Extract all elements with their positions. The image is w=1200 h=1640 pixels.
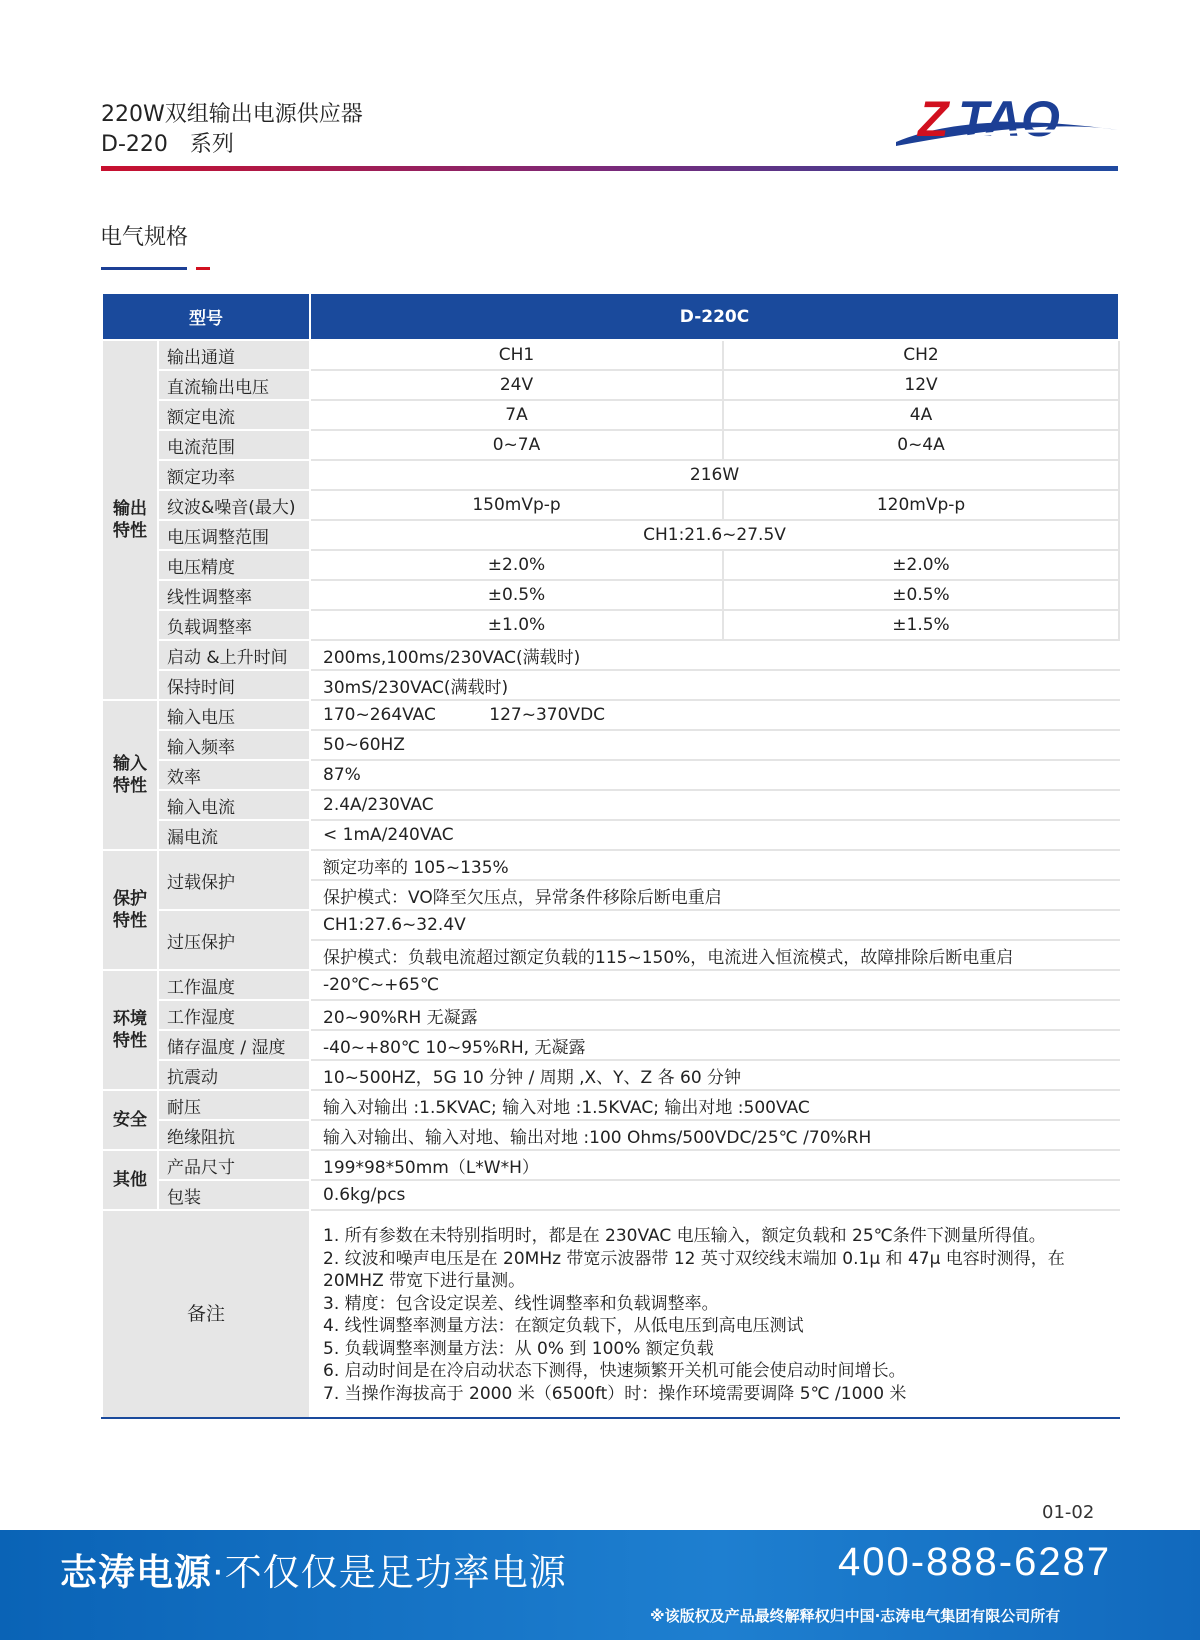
- table-row: [102, 670, 1119, 700]
- model-number: D-220: [101, 132, 168, 157]
- table-row: [102, 340, 1119, 370]
- table-row: [102, 640, 1119, 670]
- param-name: 负载调整率: [158, 610, 310, 640]
- table-row: [102, 910, 1119, 940]
- page-number: 01-02: [1042, 1502, 1095, 1523]
- param-name: 效率: [158, 760, 310, 790]
- param-value: 10~500HZ，5G 10 分钟 / 周期 ,X、Y、Z 各 60 分钟: [310, 1060, 1119, 1090]
- param-value: 150mVp-p: [310, 490, 723, 520]
- footer-banner: [0, 1530, 1200, 1640]
- input-voltage-dc: 127~370VDC: [489, 705, 606, 725]
- param-value: CH1:21.6~27.5V: [310, 520, 1119, 550]
- table-row: [102, 490, 1119, 520]
- note-line: 5. 负载调整率测量方法：从 0% 到 100% 额定负载: [323, 1338, 714, 1359]
- param-name: 电流范围: [158, 430, 310, 460]
- table-row: [102, 1120, 1119, 1150]
- table-row: [102, 1000, 1119, 1030]
- ztao-logo: [892, 90, 1122, 156]
- param-name: 启动 &上升时间: [158, 640, 310, 670]
- table-header-row: [102, 293, 1119, 340]
- param-value: 0.6kg/pcs: [310, 1180, 1119, 1210]
- param-value: 120mVp-p: [723, 490, 1119, 520]
- param-value: ±2.0%: [310, 550, 723, 580]
- param-name: 储存温度 / 湿度: [158, 1030, 310, 1060]
- table-row: [102, 700, 1119, 730]
- notes-content: [310, 1210, 1119, 1418]
- param-value: 0~4A: [723, 430, 1119, 460]
- param-name: 线性调整率: [158, 580, 310, 610]
- param-name: 过载保护: [158, 850, 310, 910]
- copyright-notice: ※该版权及产品最终解释权归中国·志涛电气集团有限公司所有: [650, 1607, 1061, 1625]
- param-value: 199*98*50mm（L*W*H）: [310, 1150, 1119, 1180]
- param-value: 20~90%RH 无凝露: [310, 1000, 1119, 1030]
- note-line: 3. 精度：包含设定误差、线性调整率和负载调整率。: [323, 1293, 719, 1314]
- table-row: [102, 400, 1119, 430]
- notes-label: 备注: [102, 1210, 310, 1418]
- param-name: 电压调整范围: [158, 520, 310, 550]
- document-title: 220W双组输出电源供应器: [101, 102, 363, 127]
- note-line: 1. 所有参数在未特别指明时，都是在 230VAC 电压输入，额定负载和 25℃条件下测量所得值。: [323, 1226, 1046, 1246]
- param-value: CH2: [723, 340, 1119, 370]
- param-name: 工作湿度: [158, 1000, 310, 1030]
- table-row: [102, 760, 1119, 790]
- param-value: ±1.0%: [310, 610, 723, 640]
- group-input: 输入 特性: [102, 700, 158, 850]
- param-name: 产品尺寸: [158, 1150, 310, 1180]
- param-name: 直流输出电压: [158, 370, 310, 400]
- table-row: [102, 460, 1119, 490]
- param-value: ±0.5%: [310, 580, 723, 610]
- param-value: 额定功率的 105~135%: [310, 850, 1119, 880]
- param-name: 输入电流: [158, 790, 310, 820]
- param-name: 输入频率: [158, 730, 310, 760]
- table-row: [102, 970, 1119, 1000]
- param-value: CH1:27.6~32.4V: [310, 910, 1119, 940]
- param-value: [310, 700, 1119, 730]
- note-line: 6. 启动时间是在冷启动状态下测得，快速频繁开关机可能会使启动时间增长。: [323, 1361, 906, 1381]
- param-name: 绝缘阻抗: [158, 1120, 310, 1150]
- param-name: 纹波&噪音(最大): [158, 490, 310, 520]
- table-row: [102, 790, 1119, 820]
- svg-text:TAO: TAO: [958, 91, 1060, 147]
- param-value: 输入对输出、输入对地、输出对地 :100 Ohms/500VDC/25℃ /70%RH: [310, 1120, 1119, 1150]
- svg-text:Z: Z: [918, 91, 949, 147]
- table-row: [102, 1060, 1119, 1090]
- param-value: 12V: [723, 370, 1119, 400]
- param-name: 漏电流: [158, 820, 310, 850]
- table-row: [102, 370, 1119, 400]
- table-row: [102, 1030, 1119, 1060]
- table-row: [102, 820, 1119, 850]
- notes-row: [102, 1210, 1119, 1418]
- group-safety: 安全: [102, 1090, 158, 1150]
- table-row: [102, 1150, 1119, 1180]
- section-underline-red: [196, 267, 210, 270]
- table-row: [102, 1180, 1119, 1210]
- slogan-text: ·不仅仅是足功率电源: [212, 1551, 567, 1594]
- param-name: 额定电流: [158, 400, 310, 430]
- param-value: -40~+80℃ 10~95%RH, 无凝露: [310, 1030, 1119, 1060]
- param-name: 过压保护: [158, 910, 310, 970]
- note-line: 7. 当操作海拔高于 2000 米（6500ft）时：操作环境需要调降 5℃ /1000 米: [323, 1383, 907, 1404]
- param-value: ±1.5%: [723, 610, 1119, 640]
- group-protection: 保护 特性: [102, 850, 158, 970]
- section-underline-blue: [101, 267, 187, 270]
- group-output: 输出 特性: [102, 340, 158, 700]
- param-name: 抗震动: [158, 1060, 310, 1090]
- param-value: CH1: [310, 340, 723, 370]
- param-value: ±2.0%: [723, 550, 1119, 580]
- param-value: 200ms,100ms/230VAC(满载时): [310, 640, 1119, 670]
- param-value: 50~60HZ: [310, 730, 1119, 760]
- param-name: 耐压: [158, 1090, 310, 1120]
- table-row: [102, 1090, 1119, 1120]
- table-row: [102, 550, 1119, 580]
- param-value: 7A: [310, 400, 723, 430]
- note-line: 4. 线性调整率测量方法：在额定负载下，从低电压到高电压测试: [323, 1316, 804, 1336]
- param-value: 保护模式：负载电流超过额定负载的115~150%，电流进入恒流模式，故障排除后断电重启: [310, 940, 1119, 970]
- spec-table: [101, 292, 1120, 1419]
- param-value: < 1mA/240VAC: [310, 820, 1119, 850]
- param-name: 包装: [158, 1180, 310, 1210]
- table-row: [102, 520, 1119, 550]
- table-row: [102, 610, 1119, 640]
- param-name: 输入电压: [158, 700, 310, 730]
- param-value: ±0.5%: [723, 580, 1119, 610]
- param-name: 输出通道: [158, 340, 310, 370]
- param-value: 2.4A/230VAC: [310, 790, 1119, 820]
- param-name: 工作温度: [158, 970, 310, 1000]
- param-name: 额定功率: [158, 460, 310, 490]
- param-name: 电压精度: [158, 550, 310, 580]
- param-value: 30mS/230VAC(满载时): [310, 670, 1119, 700]
- param-name: 保持时间: [158, 670, 310, 700]
- param-value: 24V: [310, 370, 723, 400]
- footer-slogan: [60, 1542, 567, 1596]
- group-environment: 环境 特性: [102, 970, 158, 1090]
- hotline-number: 400-888-6287: [838, 1540, 1112, 1584]
- table-row: [102, 580, 1119, 610]
- section-title: 电气规格: [100, 225, 189, 250]
- group-other: 其他: [102, 1150, 158, 1210]
- note-line: 2. 纹波和噪声电压是在 20MHz 带宽示波器带 12 英寸双绞线末端加 0.1μ 和 47μ 电容时测得，在 20MHZ 带宽下进行量测。: [323, 1248, 1065, 1291]
- series-label: 系列: [189, 132, 234, 157]
- model-header-label: 型号: [102, 293, 310, 340]
- param-value: 保护模式：VO降至欠压点，异常条件移除后断电重启: [310, 880, 1119, 910]
- table-row: [102, 730, 1119, 760]
- brand-name: 志涛电源: [60, 1551, 212, 1594]
- param-value: 0~7A: [310, 430, 723, 460]
- input-voltage-ac: 170~264VAC: [323, 705, 436, 725]
- document-subtitle: [101, 130, 256, 160]
- param-value: 4A: [723, 400, 1119, 430]
- param-value: 216W: [310, 460, 1119, 490]
- model-header-value: D-220C: [310, 293, 1119, 340]
- param-value: 87%: [310, 760, 1119, 790]
- table-row: [102, 430, 1119, 460]
- param-value: -20℃~+65℃: [310, 970, 1119, 1000]
- table-row: [102, 850, 1119, 880]
- param-value: 输入对输出 :1.5KVAC; 输入对地 :1.5KVAC; 输出对地 :500VAC: [310, 1090, 1119, 1120]
- header-divider: [101, 166, 1118, 171]
